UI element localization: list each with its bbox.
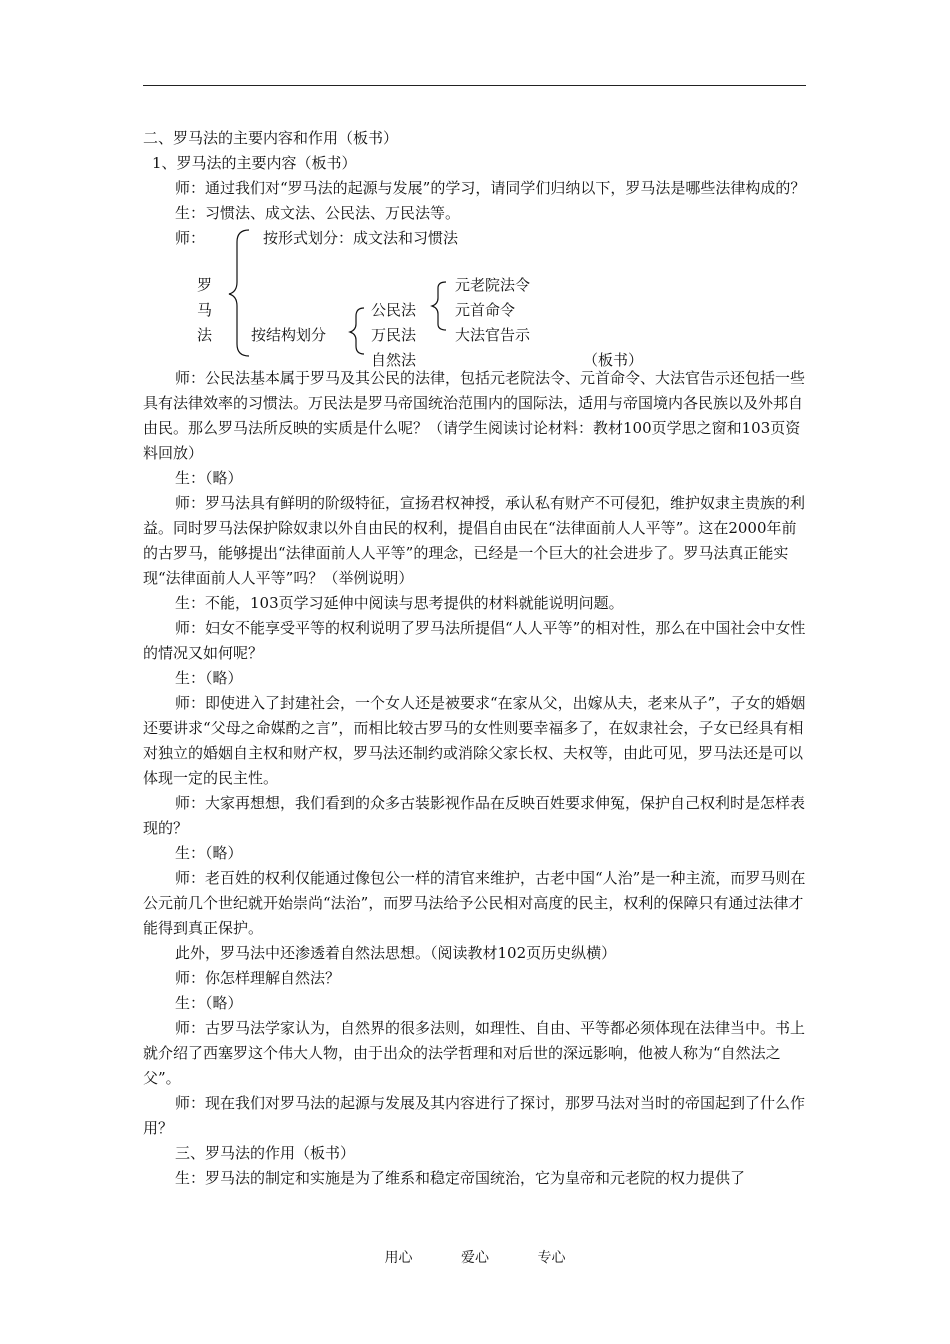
paragraph: 师：妇女不能享受平等的权利说明了罗马法所提倡“人人平等”的相对性，那么在中国社会中女性的情况又如何呢？ [143,619,806,662]
page-footer [0,1247,950,1267]
civil-law-source: 元首命令 [455,301,516,319]
paragraph: 生：习惯法、成文法、公民法、万民法等。 [175,204,461,222]
paragraph: 生：（略） [175,469,243,487]
structure-item: 万民法 [371,326,417,344]
main-brace [229,230,249,356]
paragraph: 师：即使进入了封建社会，一个女人还是被要求“在家从父，出嫁从夫，老来从子”，子女的婚姻还要讲求“父母之命媒酌之言”，而相比较古罗马的女性则要幸福多了，在奴隶社会，子女已经具有相对独立的婚姻自主权和财产权，罗马法还制约或消除父家长权、夫权等，由此可见，罗马法还是可以体现一定的民主性。 [143,694,806,787]
paragraph: 生：罗马法的制定和实施是为了维系和稳定帝国统治，它为皇帝和元老院的权力提供了 [175,1169,746,1187]
root-char: 罗 [197,276,213,294]
structure-item: 公民法 [371,301,417,319]
paragraph: 师：罗马法具有鲜明的阶级特征，宣扬君权神授，承认私有财产不可侵犯，维护奴隶主贵族的利益。同时罗马法保护除奴隶以外自由民的权利，提倡自由民在“法律面前人人平等”。这在2000年前的古罗马，能够提出“法律面前人人平等”的理念，已经是一个巨大的社会进步了。罗马法真正能实现“法律面前人人平等”吗？（举例说明） [143,494,806,587]
board-note: （板书） [583,351,644,369]
paragraph: 此外，罗马法中还渗透着自然法思想。（阅读教材102页历史纵横） [175,944,617,962]
section-heading: 三、罗马法的作用（板书） [175,1144,356,1162]
structure-brace [350,308,364,354]
paragraph: 师：古罗马法学家认为，自然界的很多法则，如理性、自由、平等都必须体现在法律当中。书上就介绍了西塞罗这个伟大人物，由于出众的法学哲理和对后世的深远影响，他被人称为“自然法之父”。 [143,1019,806,1087]
paragraph: 生：（略） [175,844,243,862]
paragraph: 生：（略） [175,994,243,1012]
structure-branch: 按结构划分 [251,326,327,344]
subsection-title: 1、罗马法的主要内容（板书） [152,154,357,172]
structure-item: 自然法 [371,351,417,369]
footer-item: 用心 [384,1250,413,1266]
paragraph: 师：大家再想想，我们看到的众多古装影视作品在反映百姓要求伸冤，保护自己权利时是怎样表现的？ [143,794,806,837]
body-text [143,126,809,1191]
header-rule [143,85,806,86]
civil-law-source: 大法官告示 [455,326,531,344]
footer-item: 专心 [537,1250,566,1266]
section-title: 二、罗马法的主要内容和作用（板书） [143,129,399,147]
root-char: 法 [197,326,213,344]
root-char: 马 [197,301,213,319]
paragraph: 师：通过我们对“罗马法的起源与发展”的学习，请同学们归纳以下，罗马法是哪些法律构成的？ [175,179,806,197]
paragraph: 师：现在我们对罗马法的起源与发展及其内容进行了探讨，那罗马法对当时的帝国起到了什么作用？ [143,1094,806,1137]
civil-law-brace [432,282,446,330]
roman-law-structure-diagram [143,226,809,369]
paragraph: 生：不能，103页学习延伸中阅读与思考提供的材料就能说明问题。 [175,594,624,612]
paragraph: 师：公民法基本属于罗马及其公民的法律，包括元老院法令、元首命令、大法官告示还包括一些具有法律效率的习惯法。万民法是罗马帝国统治范围内的国际法，适用与帝国境内各民族以及外邦自由民。那么罗马法所反映的实质是什么呢？（请学生阅读讨论材料：教材100页学思之窗和103页资料回放） [143,369,806,462]
footer-item: 爱心 [461,1250,489,1266]
paragraph: 师：你怎样理解自然法？ [175,969,341,987]
speaker-label: 师： [175,229,206,247]
paragraph: 师：老百姓的权利仅能通过像包公一样的清官来维护，古老中国“人治”是一种主流，而罗马则在公元前几个世纪就开始崇尚“法治”，而罗马法给予公民相对高度的民主，权利的保障只有通过法律才能得到真正保护。 [143,869,806,937]
form-branch: 按形式划分：成文法和习惯法 [263,229,459,247]
civil-law-source: 元老院法令 [455,276,531,294]
paragraph: 生：（略） [175,669,243,687]
